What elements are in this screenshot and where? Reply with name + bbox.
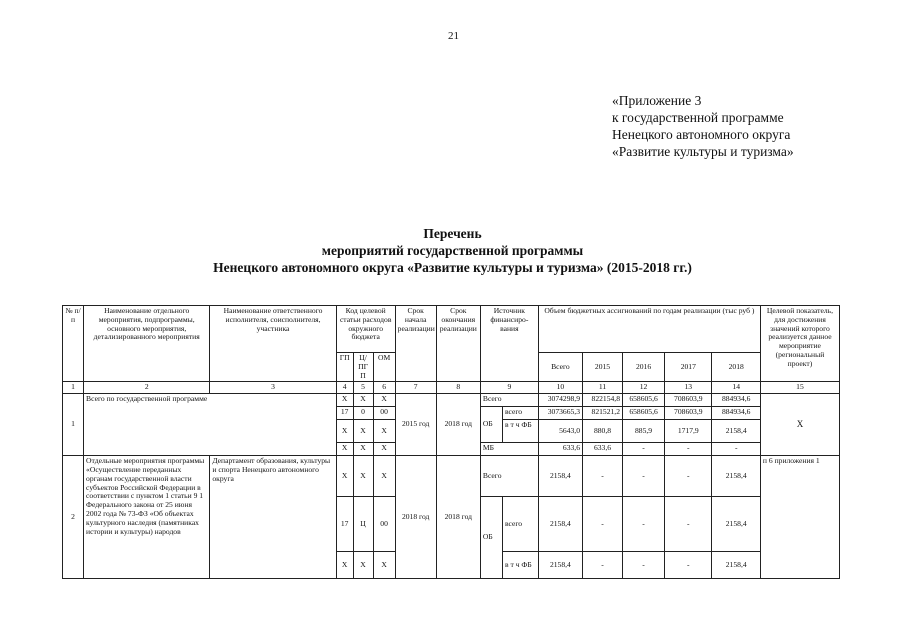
target-indicator: X: [760, 394, 839, 456]
amount-2016: -: [623, 552, 665, 579]
code-cp: X: [353, 443, 373, 456]
code-cp: 0: [353, 407, 373, 420]
amount-2015: -: [583, 456, 623, 497]
amount-2015: -: [583, 552, 623, 579]
code-gp: X: [336, 456, 353, 497]
header-volume: Объем бюджетных ассигнований по годам реализации (тыс руб ): [538, 306, 760, 353]
header-start: Срок начала реализации: [395, 306, 436, 382]
row-number: 2: [63, 456, 84, 579]
colnum: 2: [84, 382, 210, 394]
amount-2015: 822154,8: [583, 394, 623, 407]
row-number: 1: [63, 394, 84, 456]
amount-2018: 2158,4: [712, 497, 760, 552]
header-code: Код целевой статьи расходов окружного бюджета: [336, 306, 395, 353]
code-gp: 17: [336, 497, 353, 552]
code-cp: X: [353, 420, 373, 443]
code-gp: X: [336, 394, 353, 407]
appendix-note: [612, 92, 794, 160]
amount-2018: 2158,4: [712, 456, 760, 497]
document-title: [0, 225, 905, 276]
amount-2017: 708603,9: [665, 407, 712, 420]
code-cp: X: [353, 394, 373, 407]
code-om: X: [373, 552, 395, 579]
amount-2016: -: [623, 456, 665, 497]
funding-ob: ОБ: [480, 497, 502, 579]
header-gp: ГП: [336, 353, 353, 382]
amount-2015: 880,8: [583, 420, 623, 443]
end-date: 2018 год: [436, 394, 480, 456]
row-name: Отдельные мероприятия программы «Осуществление переданных органам государственной власти субъектов Российской Федерации в соответствии с пунктом 1 статьи 9 1 Федерального закона от 25 июня 2002 года № 73-ФЗ «Об объектах культурного наследия (памятниках истории и культуры) народов: [84, 456, 210, 579]
amount-2018: -: [712, 443, 760, 456]
header-source: Источник финансиро-вания: [480, 306, 538, 382]
appendix-line-4: «Развитие культуры и туризма»: [612, 144, 794, 159]
colnum: 5: [353, 382, 373, 394]
header-end: Срок окончания реализации: [436, 306, 480, 382]
header-no: № п/п: [63, 306, 84, 382]
amount-2017: 708603,9: [665, 394, 712, 407]
appendix-line-2: к государственной программе: [612, 110, 784, 125]
amount-2017: -: [665, 456, 712, 497]
header-2015: 2015: [583, 353, 623, 382]
table-row: [63, 456, 840, 497]
header-row-1: [63, 306, 840, 353]
amount-2016: -: [623, 497, 665, 552]
colnum: 9: [480, 382, 538, 394]
code-om: 00: [373, 497, 395, 552]
colnum: 12: [623, 382, 665, 394]
appendix-line-3: Ненецкого автономного округа: [612, 127, 791, 142]
table-row: [63, 394, 840, 407]
colnum: 10: [538, 382, 582, 394]
colnum: 6: [373, 382, 395, 394]
code-om: X: [373, 443, 395, 456]
amount-total: 5643,0: [538, 420, 582, 443]
start-date: 2018 год: [395, 456, 436, 579]
header-cpgp: Ц/ПГ П: [353, 353, 373, 382]
amount-2018: 884934,6: [712, 407, 760, 420]
amount-total: 3074298,9: [538, 394, 582, 407]
code-gp: X: [336, 420, 353, 443]
amount-2017: -: [665, 443, 712, 456]
code-cp: X: [353, 456, 373, 497]
header-total: Всего: [538, 353, 582, 382]
amount-2017: -: [665, 497, 712, 552]
code-gp: X: [336, 443, 353, 456]
funding-ob: ОБ: [480, 407, 502, 443]
header-om: ОМ: [373, 353, 395, 382]
amount-2015: 633,6: [583, 443, 623, 456]
code-om: 00: [373, 407, 395, 420]
amount-total: 2158,4: [538, 552, 582, 579]
colnum: 13: [665, 382, 712, 394]
code-cp: Ц: [353, 497, 373, 552]
funding-sub: в т ч ФБ: [503, 552, 539, 579]
code-om: X: [373, 394, 395, 407]
amount-2018: 2158,4: [712, 552, 760, 579]
code-gp: 17: [336, 407, 353, 420]
amount-2016: 885,9: [623, 420, 665, 443]
colnum: 15: [760, 382, 839, 394]
amount-2016: 658605,6: [623, 394, 665, 407]
amount-2015: -: [583, 497, 623, 552]
header-2017: 2017: [665, 353, 712, 382]
amount-total: 2158,4: [538, 456, 582, 497]
header-2016: 2016: [623, 353, 665, 382]
amount-2018: 884934,6: [712, 394, 760, 407]
colnum: 8: [436, 382, 480, 394]
funding-source: Всего: [480, 394, 538, 407]
title-line-2: мероприятий государственной программы: [321, 243, 584, 258]
amount-2016: 658605,6: [623, 407, 665, 420]
funding-source: Всего: [480, 456, 538, 497]
header-name: Наименование отдельного мероприятия, подпрограммы, основного мероприятия, детализированного мероприятия: [84, 306, 210, 382]
amount-total: 3073665,3: [538, 407, 582, 420]
funding-sub: в т ч ФБ: [503, 420, 539, 443]
header-executor: Наименование ответственного исполнителя, соисполнителя, участника: [210, 306, 336, 382]
column-numbers-row: [63, 382, 840, 394]
code-cp: X: [353, 552, 373, 579]
start-date: 2015 год: [395, 394, 436, 456]
code-gp: X: [336, 552, 353, 579]
amount-2015: 821521,2: [583, 407, 623, 420]
code-om: X: [373, 420, 395, 443]
amount-total: 633,6: [538, 443, 582, 456]
colnum: 11: [583, 382, 623, 394]
amount-2016: -: [623, 443, 665, 456]
colnum: 1: [63, 382, 84, 394]
appendix-line-1: «Приложение 3: [612, 93, 702, 108]
colnum: 3: [210, 382, 336, 394]
title-line-1: Перечень: [423, 226, 482, 241]
measures-table: [62, 305, 840, 579]
funding-sub: всего: [503, 497, 539, 552]
amount-2017: -: [665, 552, 712, 579]
amount-2018: 2158,4: [712, 420, 760, 443]
amount-total: 2158,4: [538, 497, 582, 552]
funding-source: МБ: [480, 443, 538, 456]
funding-sub: всего: [503, 407, 539, 420]
row-name: Всего по государственной программе: [84, 394, 337, 456]
code-om: X: [373, 456, 395, 497]
colnum: 14: [712, 382, 760, 394]
colnum: 4: [336, 382, 353, 394]
header-2018: 2018: [712, 353, 760, 382]
header-indicator: Целевой показатель, для достижения значений которого реализуется данное мероприятие (региональный проект): [760, 306, 839, 382]
title-line-3: Ненецкого автономного округа «Развитие культуры и туризма» (2015-2018 гг.): [213, 260, 692, 275]
colnum: 7: [395, 382, 436, 394]
end-date: 2018 год: [436, 456, 480, 579]
amount-2017: 1717,9: [665, 420, 712, 443]
page-number: 21: [448, 30, 459, 42]
target-indicator: п 6 приложения 1: [760, 456, 839, 579]
row-executor: Департамент образования, культуры и спорта Ненецкого автономного округа: [210, 456, 336, 579]
